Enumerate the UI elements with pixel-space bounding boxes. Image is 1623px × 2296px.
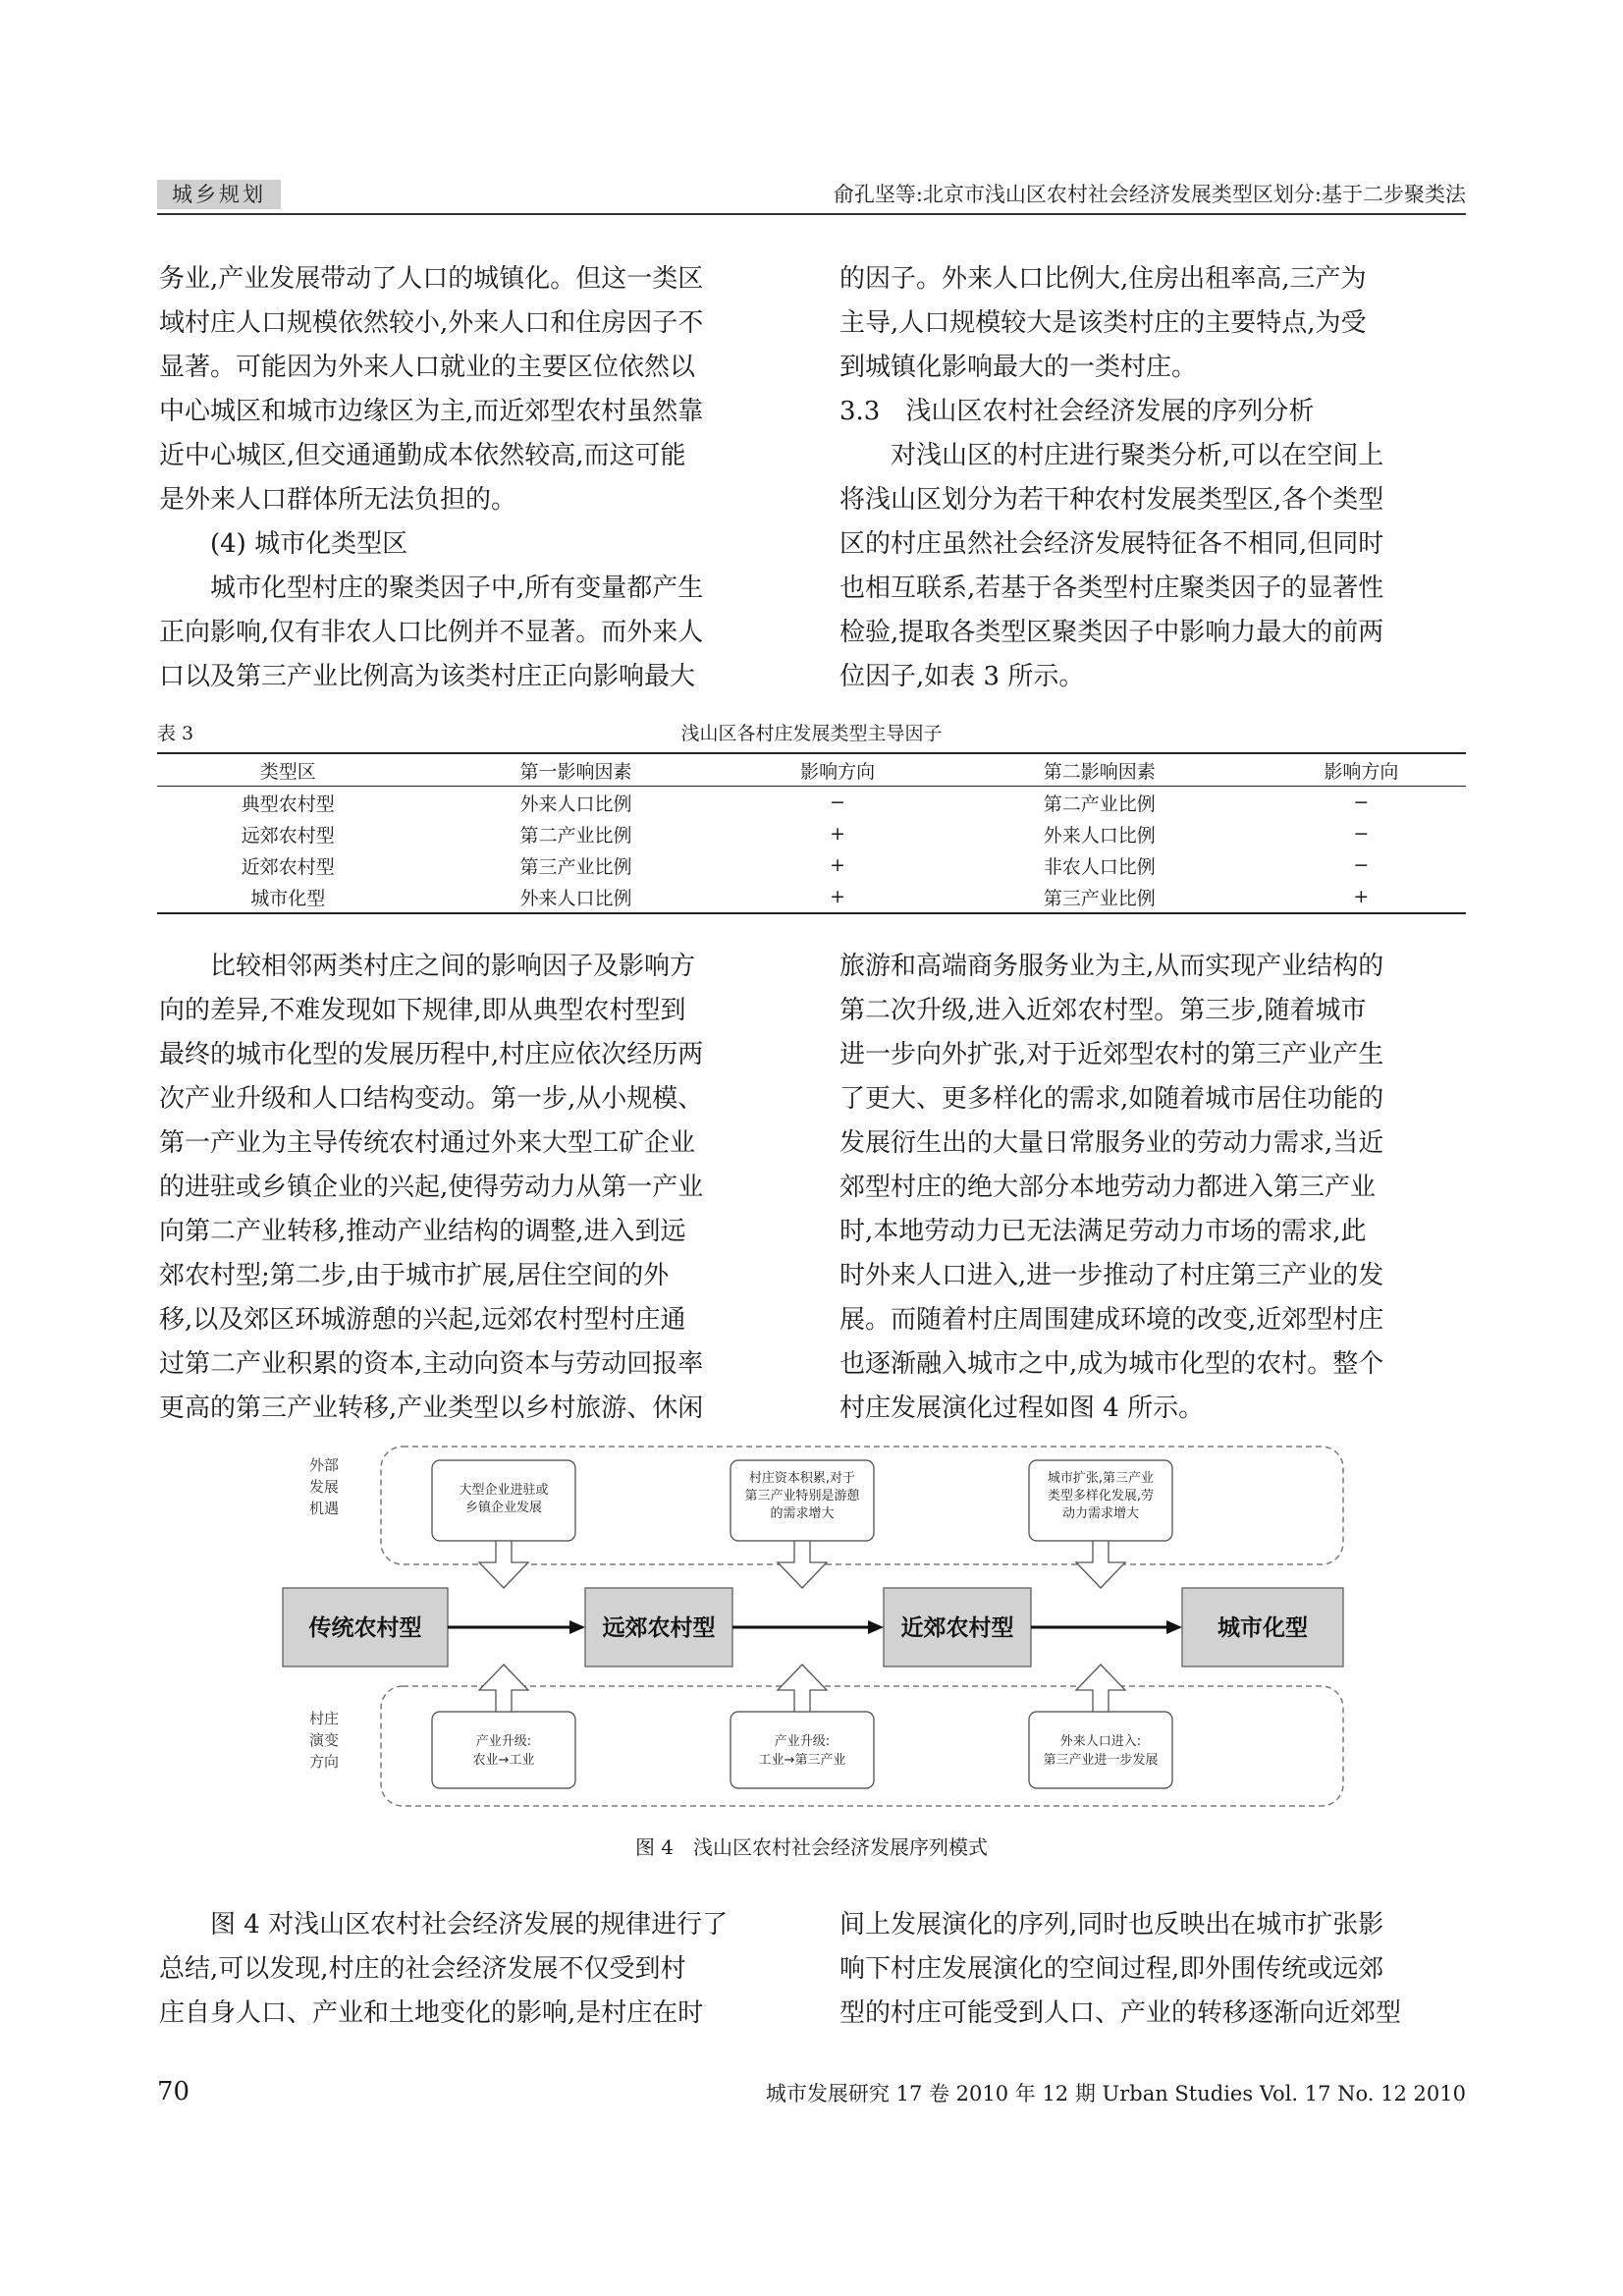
column-header: 第二影响因素 — [1043, 760, 1156, 783]
text-line: 过第二产业积累的资本,主动向资本与劳动回报率 — [159, 1349, 704, 1379]
bottom-note-box — [730, 1712, 874, 1788]
side-label-bottom-line: 演变 — [308, 1731, 340, 1749]
section-tag: 城乡规划 — [157, 180, 281, 209]
table-cell: 远郊农村型 — [241, 824, 335, 847]
top-note-text: 村庄资本积累,对于 — [748, 1471, 856, 1486]
text-line: 次产业升级和人口结构变动。第一步,从小规模、 — [159, 1084, 704, 1114]
top-note-text: 大型企业进驻或 — [459, 1483, 549, 1498]
text-line: 旅游和高端商务服务业为主,从而实现产业结构的 — [839, 952, 1384, 981]
text-line: 对浅山区的村庄进行聚类分析,可以在空间上 — [891, 441, 1384, 470]
bottom-note-box — [432, 1712, 575, 1788]
table-cell: 第三产业比例 — [519, 855, 632, 878]
text-line: 中心城区和城市边缘区为主,而近郊型农村虽然靠 — [159, 397, 704, 426]
text-line: 了更大、更多样化的需求,如随着城市居住功能的 — [839, 1084, 1384, 1114]
running-title: 俞孔坚等:北京市浅山区农村社会经济发展类型区划分:基于二步聚类法 — [833, 183, 1466, 206]
bottom-note-text: 第三产业进一步发展 — [1043, 1753, 1159, 1768]
section-heading: 3.3 浅山区农村社会经济发展的序列分析 — [839, 397, 1315, 426]
text-line: 移,以及郊区环城游憩的兴起,远郊农村型村庄通 — [159, 1305, 686, 1335]
text-line: 第二次升级,进入近郊农村型。第三步,随着城市 — [839, 996, 1367, 1025]
text-line: 郊农村型;第二步,由于城市扩展,居住空间的外 — [159, 1261, 670, 1290]
table-cell: 近郊农村型 — [241, 855, 335, 878]
text-line: 向第二产业转移,推动产业结构的调整,进入到远 — [159, 1217, 686, 1246]
text-line: 进一步向外扩张,对于近郊型农村的第三产业产生 — [839, 1040, 1384, 1069]
text-line: 主导,人口规模较大是该类村庄的主要特点,为受 — [839, 308, 1367, 338]
factor-table — [157, 752, 1466, 914]
table-cell: 第二产业比例 — [1043, 793, 1156, 815]
journal-citation: 城市发展研究 17 卷 2010 年 12 期 Urban Studies Vol. 17 No. 12 2010 — [765, 2082, 1466, 2105]
text-line: 向的差异,不难发现如下规律,即从典型农村型到 — [159, 996, 686, 1025]
middle-left-column — [159, 945, 785, 1431]
top-note-text: 第三产业特别是游憩 — [744, 1489, 860, 1503]
text-line: 发展衍生出的大量日常服务业的劳动力需求,当近 — [839, 1128, 1384, 1158]
up-arrow — [778, 1665, 827, 1712]
table-row — [157, 849, 1466, 881]
stage-label: 传统农村型 — [308, 1615, 422, 1641]
stage-label: 城市化型 — [1217, 1615, 1308, 1641]
stage-label: 远郊农村型 — [602, 1615, 716, 1641]
top-note-text: 动力需求增大 — [1061, 1506, 1140, 1521]
bottom-note-text: 工业→第三产业 — [758, 1753, 846, 1768]
text-line: 型的村庄可能受到人口、产业的转移逐渐向近郊型 — [839, 1998, 1402, 2028]
table-cell: 外来人口比例 — [519, 793, 632, 815]
upper-left-column — [159, 257, 785, 699]
column-header: 影响方向 — [800, 760, 876, 783]
side-label-bottom-line: 方向 — [308, 1753, 340, 1771]
table-cell: + — [830, 823, 846, 845]
side-label-top-line: 机遇 — [308, 1500, 340, 1517]
text-line: 显著。可能因为外来人口就业的主要区位依然以 — [159, 353, 696, 382]
lower-right-column — [839, 1903, 1468, 2036]
table-row — [157, 818, 1466, 849]
text-line: 将浅山区划分为若干种农村发展类型区,各个类型 — [839, 485, 1384, 515]
table-cell: − — [830, 792, 846, 813]
bottom-note-text: 产业升级: — [774, 1734, 831, 1749]
top-note-text: 城市扩张,第三产业 — [1047, 1471, 1155, 1486]
down-arrow — [479, 1541, 528, 1588]
text-line: 到城镇化影响最大的一类村庄。 — [839, 353, 1198, 382]
text-line: 总结,可以发现,村庄的社会经济发展不仅受到村 — [159, 1954, 686, 1984]
development-sequence-diagram — [265, 1439, 1345, 1812]
text-line: 检验,提取各类型区聚类因子中影响力最大的前两 — [839, 618, 1384, 647]
text-line: 近中心城区,但交通通勤成本依然较高,而这可能 — [159, 441, 686, 470]
top-note-text: 的需求增大 — [770, 1506, 835, 1521]
text-line: 第一产业为主导传统农村通过外来大型工矿企业 — [159, 1128, 696, 1158]
table-cell: − — [1353, 792, 1370, 813]
bottom-note-text: 外来人口进入: — [1059, 1734, 1142, 1749]
flow-arrowhead — [1166, 1620, 1182, 1634]
text-line: 也逐渐融入城市之中,成为城市化型的农村。整个 — [839, 1349, 1384, 1379]
column-header: 影响方向 — [1324, 760, 1399, 783]
text-line: 响下村庄发展演化的空间过程,即外围传统或远郊 — [839, 1954, 1384, 1984]
text-line: 口以及第三产业比例高为该类村庄正向影响最大 — [159, 662, 696, 691]
figure-caption: 图 4 浅山区农村社会经济发展序列模式 — [634, 1835, 989, 1859]
table-cell: + — [830, 854, 846, 876]
text-line: 是外来人口群体所无法负担的。 — [159, 485, 517, 515]
text-line: 最终的城市化型的发展历程中,村庄应依次经历两 — [159, 1040, 704, 1069]
text-line: 时外来人口进入,进一步推动了村庄第三产业的发 — [839, 1261, 1384, 1290]
text-line: 的进驻或乡镇企业的兴起,使得劳动力从第一产业 — [159, 1173, 704, 1202]
table-title: 浅山区各村庄发展类型主导因子 — [680, 723, 943, 744]
bottom-note-text: 农业→工业 — [472, 1753, 535, 1768]
text-line: 庄自身人口、产业和土地变化的影响,是村庄在时 — [159, 1998, 704, 2028]
text-line: 城市化型村庄的聚类因子中,所有变量都产生 — [210, 574, 704, 603]
table-cell: 城市化型 — [250, 887, 326, 909]
side-label-top-line: 发展 — [308, 1478, 340, 1496]
text-line: 比较相邻两类村庄之间的影响因子及影响方 — [210, 952, 696, 981]
column-header: 类型区 — [259, 760, 316, 783]
header-rule — [157, 213, 1466, 215]
table-cell: 外来人口比例 — [1043, 824, 1156, 847]
column-header: 第一影响因素 — [519, 760, 632, 783]
text-line: 展。而随着村庄周围建成环境的改变,近郊型村庄 — [839, 1305, 1384, 1335]
text-line: 也相互联系,若基于各类型村庄聚类因子的显著性 — [839, 574, 1384, 603]
table-cell: 外来人口比例 — [519, 887, 632, 909]
flow-arrowhead — [868, 1620, 884, 1634]
table-cell: 典型农村型 — [241, 793, 335, 815]
text-line: 间上发展演化的序列,同时也反映出在城市扩张影 — [839, 1910, 1384, 1940]
side-label-top-line: 外部 — [308, 1456, 340, 1474]
text-line: 郊型村庄的绝大部分本地劳动力都进入第三产业 — [839, 1173, 1377, 1202]
table-cell: + — [830, 886, 846, 907]
text-line: 区的村庄虽然社会经济发展特征各不相同,但同时 — [839, 529, 1384, 559]
text-line: 位因子,如表 3 所示。 — [839, 662, 1085, 691]
table-cell: − — [1353, 823, 1370, 845]
top-note-text: 类型多样化发展,劳 — [1047, 1489, 1155, 1503]
table-row — [157, 787, 1466, 819]
table-cell: 第三产业比例 — [1043, 887, 1156, 909]
table-label: 表 3 — [157, 723, 194, 744]
table-cell: + — [1353, 886, 1370, 907]
text-line: 的因子。外来人口比例大,住房出租率高,三产为 — [839, 264, 1367, 294]
text-line: 正向影响,仅有非农人口比例并不显著。而外来人 — [159, 618, 704, 647]
text-line: 务业,产业发展带动了人口的城镇化。但这一类区 — [159, 264, 704, 294]
down-arrow — [1076, 1541, 1125, 1588]
text-line: 时,本地劳动力已无法满足劳动力市场的需求,此 — [839, 1217, 1367, 1246]
top-note-text: 乡镇企业发展 — [464, 1501, 543, 1515]
up-arrow — [1076, 1665, 1125, 1712]
text-line: 图 4 对浅山区农村社会经济发展的规律进行了 — [210, 1910, 729, 1940]
table-cell: 非农人口比例 — [1043, 855, 1156, 878]
text-line: 域村庄人口规模依然较小,外来人口和住房因子不 — [159, 308, 704, 338]
table-header-row — [157, 753, 1466, 787]
subsection-heading: (4) 城市化类型区 — [210, 529, 408, 559]
table-cell: − — [1353, 854, 1370, 876]
table-row — [157, 881, 1466, 913]
up-arrow — [479, 1665, 528, 1712]
upper-right-column — [839, 257, 1468, 699]
lower-left-column — [159, 1903, 785, 2036]
table-cell: 第二产业比例 — [519, 824, 632, 847]
bottom-note-text: 产业升级: — [475, 1734, 532, 1749]
down-arrow — [778, 1541, 827, 1588]
middle-right-column — [839, 945, 1468, 1431]
side-label-bottom-line: 村庄 — [308, 1710, 340, 1727]
text-line: 更高的第三产业转移,产业类型以乡村旅游、休闲 — [159, 1394, 704, 1423]
text-line: 村庄发展演化过程如图 4 所示。 — [839, 1394, 1205, 1423]
bottom-note-box — [1029, 1712, 1172, 1788]
stage-label: 近郊农村型 — [900, 1615, 1014, 1641]
flow-arrowhead — [569, 1620, 585, 1634]
page-number: 70 — [157, 2077, 190, 2106]
